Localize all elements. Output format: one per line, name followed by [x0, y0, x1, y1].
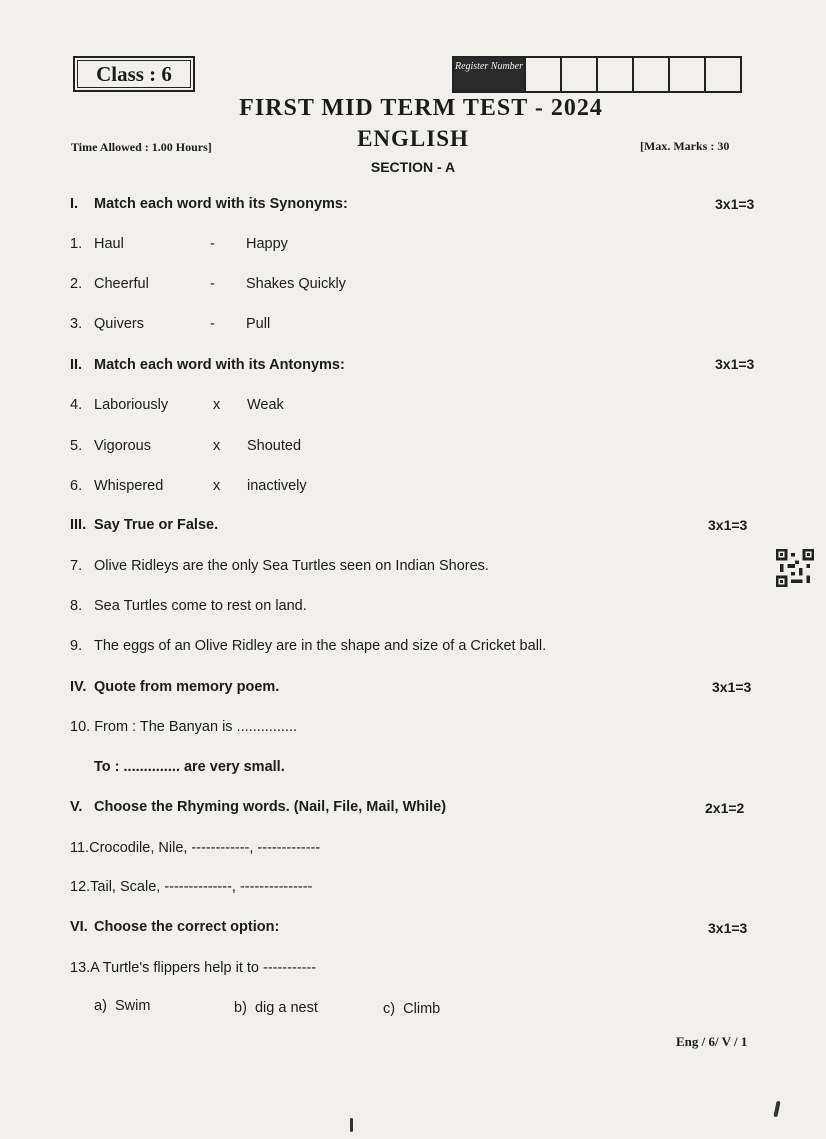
register-cell: [632, 58, 668, 91]
match-separator: x: [213, 478, 221, 494]
section-heading: VI. Choose the correct option:: [70, 919, 280, 935]
register-cell: [668, 58, 704, 91]
register-cell: [596, 58, 632, 91]
match-word: Whispered: [94, 478, 164, 494]
section-title: SECTION - A: [370, 159, 456, 175]
match-option: inactively: [247, 478, 307, 494]
register-cell: [560, 58, 596, 91]
question-number: 5.: [70, 438, 83, 454]
qr-code-icon: [776, 549, 814, 587]
rhyming-question: 11.Crocodile, Nile, ------------, -------------: [70, 840, 321, 856]
mcq-option: b) dig a nest: [234, 1000, 318, 1016]
match-separator: -: [210, 236, 215, 252]
question-number: 2.: [70, 276, 83, 292]
match-separator: x: [213, 438, 221, 454]
section-heading: II. Match each word with its Antonyms:: [70, 357, 345, 373]
question-number: 3.: [70, 316, 83, 332]
true-false-question: 8. Sea Turtles come to rest on land.: [70, 598, 307, 614]
true-false-question: 9. The eggs of an Olive Ridley are in the shape and size of a Cricket ball.: [70, 638, 547, 654]
register-number-box: [452, 56, 742, 93]
subject-title: ENGLISH: [357, 126, 469, 151]
register-cell: [524, 58, 560, 91]
match-option: Shakes Quickly: [246, 276, 346, 292]
section-heading: I. Match each word with its Synonyms:: [70, 196, 348, 212]
section-heading: IV. Quote from memory poem.: [70, 679, 280, 695]
match-option: Pull: [246, 316, 271, 332]
match-separator: -: [210, 276, 215, 292]
rhyming-question: 12.Tail, Scale, --------------, ---------------: [70, 879, 313, 895]
section-marks: 3x1=3: [712, 679, 752, 695]
section-marks: 3x1=3: [708, 517, 748, 533]
section-heading: V. Choose the Rhyming words. (Nail, File, Mail, While): [70, 799, 447, 815]
question-number: 6.: [70, 478, 83, 494]
mcq-option: a) Swim: [94, 998, 151, 1014]
time-allowed: Time Allowed : 1.00 Hours]: [71, 140, 212, 154]
match-separator: x: [213, 397, 221, 413]
section-marks: 3x1=3: [715, 356, 755, 372]
mcq-option: c) Climb: [383, 1001, 441, 1017]
poem-from-line: 10. From : The Banyan is ...............: [70, 719, 298, 735]
register-cell: [704, 58, 740, 91]
register-number-label: Register Number: [454, 58, 524, 91]
exam-title: FIRST MID TERM TEST - 2024: [239, 95, 603, 121]
page-code: Eng / 6/ V / 1: [676, 1034, 748, 1049]
scan-mark: [773, 1101, 780, 1117]
section-marks: 3x1=3: [708, 920, 748, 936]
match-separator: -: [210, 316, 215, 332]
match-option: Shouted: [247, 438, 302, 454]
match-option: Happy: [246, 236, 288, 252]
true-false-question: 7. Olive Ridleys are the only Sea Turtles seen on Indian Shores.: [70, 558, 489, 574]
scan-mark: [350, 1118, 353, 1132]
mcq-question: 13.A Turtle's flippers help it to -----------: [70, 960, 317, 976]
register-number-cells: [524, 58, 740, 91]
match-word: Cheerful: [94, 276, 149, 292]
match-option: Weak: [247, 397, 284, 413]
section-heading: III. Say True or False.: [70, 517, 219, 533]
max-marks: [Max. Marks : 30: [640, 139, 730, 153]
match-word: Quivers: [94, 316, 144, 332]
poem-to-line: To : .............. are very small.: [94, 759, 285, 775]
class-label: Class : 6: [73, 56, 195, 92]
question-number: 1.: [70, 236, 83, 252]
section-marks: 2x1=2: [705, 800, 745, 816]
match-word: Laboriously: [94, 397, 169, 413]
section-marks: 3x1=3: [715, 196, 755, 212]
match-word: Haul: [94, 236, 124, 252]
question-number: 4.: [70, 397, 83, 413]
match-word: Vigorous: [94, 438, 151, 454]
